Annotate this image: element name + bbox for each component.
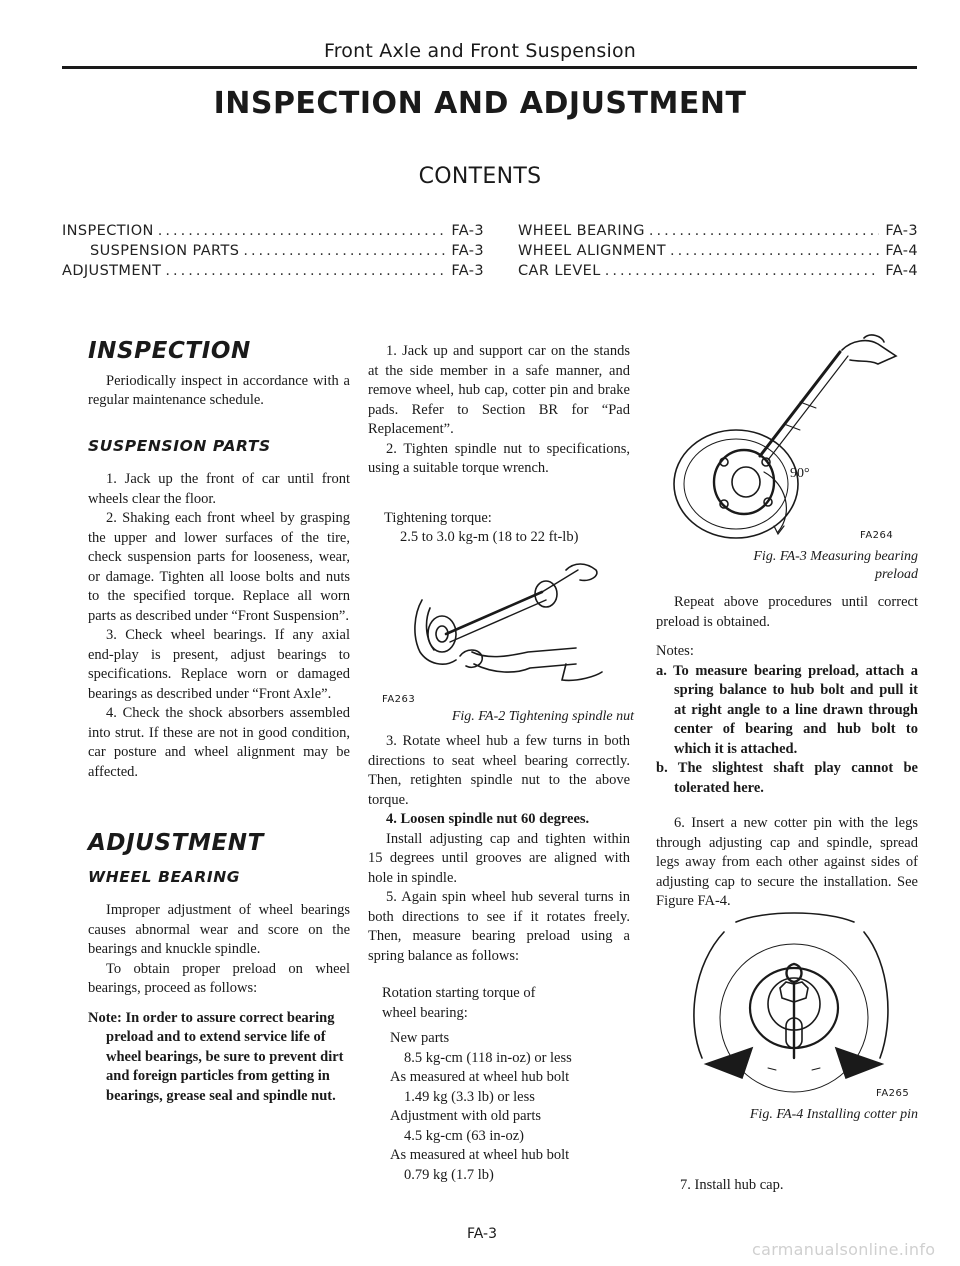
header-rule (62, 66, 917, 69)
column-left (88, 338, 350, 1106)
fig-3-caption-line-1: Fig. FA-3 Measuring bearing (753, 549, 918, 564)
procedure-step-5: 5. Again spin wheel hub several turns in both directions to see if it rotates freely. Then, measure bearing preload using a spring balance as follows: (368, 889, 630, 964)
old-parts-label: Adjustment with old parts (390, 1108, 542, 1124)
notes-label: Notes: (656, 643, 694, 659)
toc-item-inspection[interactable] (62, 223, 484, 239)
column-middle-lower (368, 732, 630, 1185)
toc-item-car-level[interactable] (518, 263, 918, 279)
column-middle (368, 342, 630, 548)
procedure-step-2: 2. Tighten spindle nut to specifications, using a suitable torque wrench. (368, 440, 630, 476)
spring-balance-illustration (664, 334, 904, 546)
old-parts-hub-value: 0.79 kg (1.7 lb) (404, 1166, 494, 1183)
toc-page: FA-3 (451, 243, 484, 259)
suspension-step-1: 1. Jack up the front of car until front wheels clear the floor. (88, 471, 350, 507)
new-parts-hub-value: 1.49 kg (3.3 lb) or less (404, 1088, 535, 1105)
toc-item-wheel-bearing[interactable] (518, 223, 918, 239)
toc-label: ADJUSTMENT (62, 263, 162, 279)
new-parts-value: 8.5 kg-cm (118 in-oz) or less (404, 1049, 572, 1066)
arm-lower (472, 648, 576, 657)
section-heading-adjustment: ADJUSTMENT (88, 830, 264, 856)
rotation-torque-label: Rotation starting torque of wheel bearing: (382, 985, 536, 1021)
toc-label: WHEEL ALIGNMENT (518, 243, 666, 259)
page-title: INSPECTION AND ADJUSTMENT (213, 86, 747, 121)
note-b: b. The slightest shaft play cannot be tolerated here. (656, 760, 918, 796)
toc-label: INSPECTION (62, 223, 154, 239)
procedure-step-3: 3. Rotate wheel hub a few turns in both directions to seat wheel bearing correctly. Then, retighten spindle nut to the above torque. (368, 733, 630, 808)
wrench-bar (446, 592, 542, 634)
fig-2-caption: Fig. FA-2 Tightening spindle nut (451, 709, 634, 724)
fig-3-code: FA264 (860, 530, 894, 541)
procedure-step-1: 1. Jack up and support car on the stands at the side member in a safe manner, and remove wheel, hub cap, cotter pin and brake pads. Refer to Section BR for “Pad Replacement”. (368, 343, 630, 437)
section-heading-inspection: INSPECTION (88, 338, 251, 364)
procedure-step-4-detail: Install adjusting cap and tighten within 15 degrees until grooves are aligned with hole in spindle. (368, 830, 630, 886)
toc-item-adjustment[interactable] (62, 263, 484, 279)
toc-label: CAR LEVEL (518, 263, 601, 279)
toc-page: FA-3 (885, 223, 918, 239)
wheel-bearing-note: Note: In order to assure correct bearing preload and to extend service life of wheel bearings, be sure to prevent dirt and foreign particles from getting in bearings, grease seal and spindle nut. (88, 1009, 344, 1104)
toc-page: FA-3 (451, 223, 484, 239)
footer-brand: carmanualsonline.info (752, 1240, 936, 1259)
toc-page: FA-4 (885, 263, 918, 279)
toc-page: FA-3 (451, 263, 484, 279)
wheel-bearing-paragraph-2: To obtain proper preload on wheel bearings, proceed as follows: (88, 960, 350, 996)
procedure-step-7: 7. Install hub cap. (680, 1177, 784, 1193)
inspection-paragraph: Periodically inspect in accordance with a regular maintenance schedule. (88, 372, 350, 408)
suspension-step-3: 3. Check wheel bearings. If any axial end-play is present, adjust bearings to specifications. Replace worn or damaged bearings as described under “Front Axle”. (88, 627, 350, 702)
column-right (656, 593, 918, 912)
hand (842, 341, 896, 364)
new-parts-label: New parts (390, 1030, 450, 1046)
column-right-lower (680, 1176, 918, 1196)
toc-label: SUSPENSION PARTS (90, 243, 240, 259)
note-a: a. To measure bearing preload, attach a spring balance to hub bolt and pull it at right angle to a line drawn through center of bearing and hub bolt to which it is attached. (656, 662, 918, 757)
torque-value: 2.5 to 3.0 kg-m (18 to 22 ft-lb) (400, 529, 579, 545)
repeat-procedure-paragraph: Repeat above procedures until correct preload is obtained. (656, 594, 918, 630)
cotter-pin (787, 964, 802, 982)
fig-3-caption-line-2: preload (874, 567, 918, 582)
toc-page: FA-4 (885, 243, 918, 259)
procedure-step-6: 6. Insert a new cotter pin with the legs through adjusting cap and spindle, spread legs away from each other against sides of adjusting cap to secure the installation. See Figure FA-4. (656, 815, 918, 909)
measured-at-hub-label: As measured at wheel hub bolt (390, 1069, 570, 1085)
tire-outline-right (864, 932, 888, 1058)
procedure-step-4: 4. Loosen spindle nut 60 degrees. (386, 811, 590, 827)
brake-disc (674, 430, 798, 538)
toc-item-wheel-alignment[interactable] (518, 243, 918, 259)
section-heading-wheel-bearing: WHEEL BEARING (88, 867, 241, 886)
fig-3-angle-label: 90° (790, 466, 810, 481)
fig-2-code: FA263 (382, 694, 416, 705)
running-title: Front Axle and Front Suspension (323, 40, 637, 62)
cotter-pin-illustration (684, 908, 904, 1114)
suspension-step-4: 4. Check the shock absorbers assembled into strut. If these are not in good condition, car posture and wheel alignment may be affected. (88, 705, 350, 780)
spring-balance (760, 352, 840, 456)
fig-4-caption: Fig. FA-4 Installing cotter pin (749, 1107, 918, 1122)
torque-wrench-illustration (400, 556, 620, 696)
toc-item-suspension-parts[interactable] (90, 243, 484, 259)
wheel-bearing-paragraph-1: Improper adjustment of wheel bearings causes abnormal wear and score on the bearings and knuckle spindle. (88, 902, 350, 957)
section-heading-suspension-parts: SUSPENSION PARTS (88, 436, 271, 455)
measured-at-hub-label-2: As measured at wheel hub bolt (390, 1147, 570, 1163)
old-parts-value: 4.5 kg-cm (63 in-oz) (404, 1127, 524, 1144)
toc-label: WHEEL BEARING (518, 223, 645, 239)
suspension-step-2: 2. Shaking each front wheel by grasping the upper and lower surfaces of the tire, check suspension parts for looseness, wear, or damage. Tighten all loose bolts and nuts to the specified torque. Replace all worn parts as described under “Front Suspension”. (88, 510, 350, 624)
tire-outline-left (694, 932, 724, 1058)
contents-title: CONTENTS (418, 164, 542, 189)
torque-label: Tightening torque: (384, 509, 492, 526)
page-number: FA-3 (467, 1226, 497, 1242)
hand-top (566, 564, 597, 580)
fig-4-code: FA265 (876, 1088, 910, 1099)
